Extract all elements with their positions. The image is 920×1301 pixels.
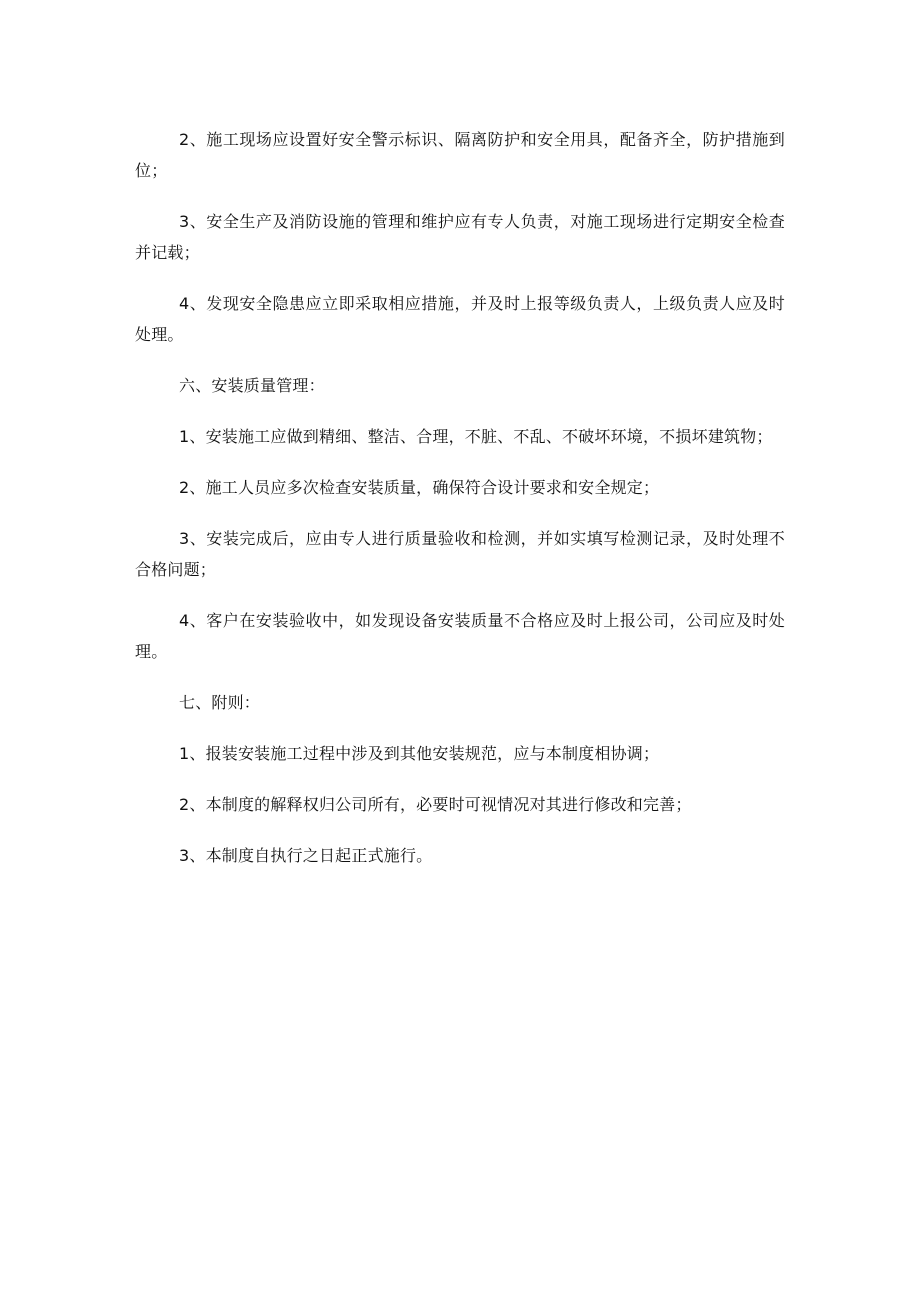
clause-quality-inspection: 2、施工人员应多次检查安装质量，确保符合设计要求和安全规定； (179, 478, 660, 497)
section-heading-quality: 六、安装质量管理： (179, 376, 325, 395)
clause-safety-maintenance: 3、安全生产及消防设施的管理和维护应有专人负责，对施工现场进行定期安全检查并记载； (135, 212, 785, 262)
document-body (135, 124, 785, 891)
clause-coordination: 1、报装安装施工过程中涉及到其他安装规范，应与本制度相协调； (179, 744, 660, 763)
clause-effective-date: 3、本制度自执行之日起正式施行。 (179, 846, 433, 865)
section-heading-supplementary: 七、附则： (179, 693, 261, 712)
clause-quality-workmanship: 1、安装施工应做到精细、整洁、合理，不脏、不乱、不破坏环境，不损坏建筑物； (179, 427, 773, 446)
clause-safety-signage: 2、施工现场应设置好安全警示标识、隔离防护和安全用具，配备齐全，防护措施到位； (135, 130, 785, 180)
clause-hazard-response: 4、发现安全隐患应立即采取相应措施，并及时上报等级负责人，上级负责人应及时处理。 (135, 294, 785, 344)
clause-interpretation: 2、本制度的解释权归公司所有，必要时可视情况对其进行修改和完善； (179, 795, 692, 814)
clause-quality-acceptance: 3、安装完成后，应由专人进行质量验收和检测，并如实填写检测记录，及时处理不合格问题； (135, 529, 785, 579)
clause-customer-acceptance: 4、客户在安装验收中，如发现设备安装质量不合格应及时上报公司，公司应及时处理。 (135, 611, 785, 661)
